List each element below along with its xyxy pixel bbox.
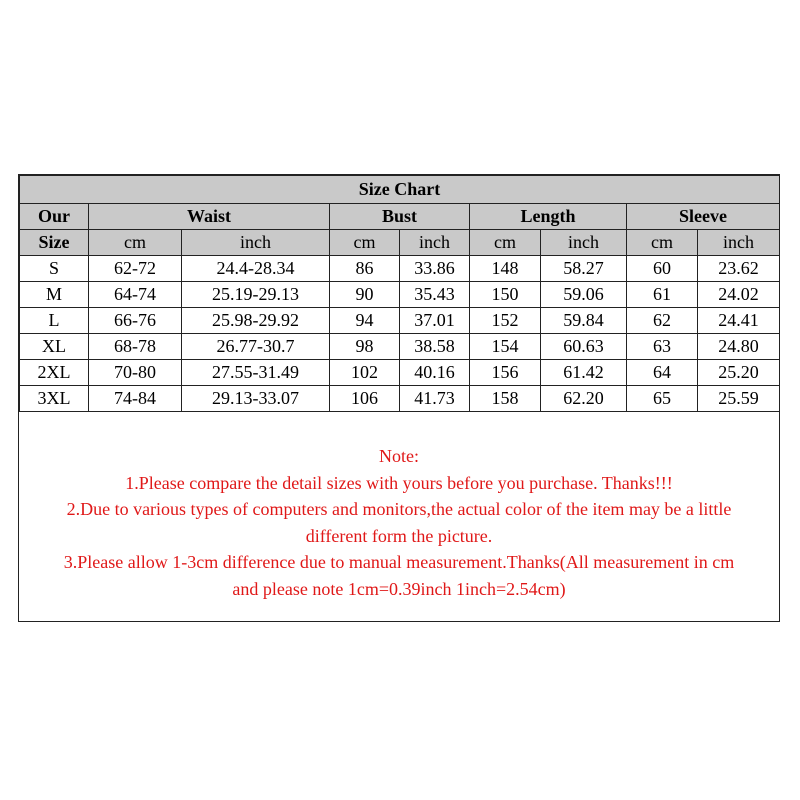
cell-sleeve-cm: 61 (627, 282, 698, 308)
note-line-2: 2.Due to various types of computers and monitors,the actual color of the item may be a little (66, 499, 732, 519)
cell-bust-inch: 40.16 (400, 360, 470, 386)
note-block (19, 443, 779, 602)
cell-size: 3XL (20, 386, 89, 412)
bust-header: Bust (330, 204, 470, 230)
cell-sleeve-inch: 25.20 (698, 360, 780, 386)
cell-length-inch: 62.20 (541, 386, 627, 412)
cell-bust-cm: 90 (330, 282, 400, 308)
bust-cm-unit: cm (330, 230, 400, 256)
table-row (20, 308, 780, 334)
table-row (20, 360, 780, 386)
cell-size: L (20, 308, 89, 334)
cell-sleeve-cm: 62 (627, 308, 698, 334)
bust-inch-unit: inch (400, 230, 470, 256)
title-row (20, 176, 780, 204)
cell-waist-cm: 74-84 (89, 386, 182, 412)
cell-waist-cm: 66-76 (89, 308, 182, 334)
size-chart-table (19, 175, 780, 412)
cell-sleeve-inch: 24.41 (698, 308, 780, 334)
cell-waist-inch: 27.55-31.49 (182, 360, 330, 386)
size-chart-sheet (18, 174, 780, 622)
table-row (20, 334, 780, 360)
cell-length-cm: 150 (470, 282, 541, 308)
cell-length-cm: 158 (470, 386, 541, 412)
cell-size: 2XL (20, 360, 89, 386)
cell-length-inch: 61.42 (541, 360, 627, 386)
cell-bust-cm: 94 (330, 308, 400, 334)
cell-length-cm: 154 (470, 334, 541, 360)
waist-cm-unit: cm (89, 230, 182, 256)
cell-sleeve-inch: 24.80 (698, 334, 780, 360)
length-cm-unit: cm (470, 230, 541, 256)
table-row (20, 256, 780, 282)
cell-length-inch: 60.63 (541, 334, 627, 360)
cell-waist-inch: 26.77-30.7 (182, 334, 330, 360)
cell-sleeve-cm: 63 (627, 334, 698, 360)
unit-header-row (20, 230, 780, 256)
cell-bust-inch: 37.01 (400, 308, 470, 334)
cell-size: M (20, 282, 89, 308)
cell-sleeve-cm: 64 (627, 360, 698, 386)
cell-length-inch: 58.27 (541, 256, 627, 282)
waist-inch-unit: inch (182, 230, 330, 256)
cell-length-cm: 152 (470, 308, 541, 334)
group-header-row (20, 204, 780, 230)
cell-length-inch: 59.84 (541, 308, 627, 334)
length-inch-unit: inch (541, 230, 627, 256)
our-size-bottom-label: Size (20, 230, 89, 256)
cell-length-cm: 148 (470, 256, 541, 282)
table-row (20, 282, 780, 308)
cell-waist-inch: 25.98-29.92 (182, 308, 330, 334)
cell-waist-cm: 64-74 (89, 282, 182, 308)
cell-bust-inch: 33.86 (400, 256, 470, 282)
cell-bust-cm: 98 (330, 334, 400, 360)
cell-bust-cm: 86 (330, 256, 400, 282)
cell-sleeve-inch: 25.59 (698, 386, 780, 412)
cell-sleeve-inch: 24.02 (698, 282, 780, 308)
cell-bust-inch: 35.43 (400, 282, 470, 308)
cell-size: S (20, 256, 89, 282)
note-line-4: 3.Please allow 1-3cm difference due to manual measurement.Thanks(All measurement in cm (63, 552, 735, 572)
table-row (20, 386, 780, 412)
cell-waist-cm: 68-78 (89, 334, 182, 360)
cell-sleeve-cm: 60 (627, 256, 698, 282)
cell-bust-cm: 106 (330, 386, 400, 412)
cell-bust-inch: 38.58 (400, 334, 470, 360)
cell-waist-inch: 29.13-33.07 (182, 386, 330, 412)
cell-sleeve-cm: 65 (627, 386, 698, 412)
our-size-top-label: Our (20, 204, 89, 230)
cell-bust-inch: 41.73 (400, 386, 470, 412)
note-line-5: and please note 1cm=0.39inch 1inch=2.54cm) (232, 578, 566, 599)
sleeve-header: Sleeve (627, 204, 780, 230)
length-header: Length (470, 204, 627, 230)
note-heading: Note: (379, 446, 419, 466)
cell-length-cm: 156 (470, 360, 541, 386)
cell-waist-inch: 24.4-28.34 (182, 256, 330, 282)
cell-length-inch: 59.06 (541, 282, 627, 308)
cell-sleeve-inch: 23.62 (698, 256, 780, 282)
waist-header: Waist (89, 204, 330, 230)
table-title: Size Chart (20, 176, 780, 204)
sleeve-inch-unit: inch (698, 230, 780, 256)
sleeve-cm-unit: cm (627, 230, 698, 256)
note-line-1: 1.Please compare the detail sizes with yours before you purchase. Thanks!!! (125, 472, 673, 493)
cell-bust-cm: 102 (330, 360, 400, 386)
note-line-3: different form the picture. (305, 525, 493, 546)
cell-waist-cm: 70-80 (89, 360, 182, 386)
cell-waist-cm: 62-72 (89, 256, 182, 282)
cell-size: XL (20, 334, 89, 360)
cell-waist-inch: 25.19-29.13 (182, 282, 330, 308)
